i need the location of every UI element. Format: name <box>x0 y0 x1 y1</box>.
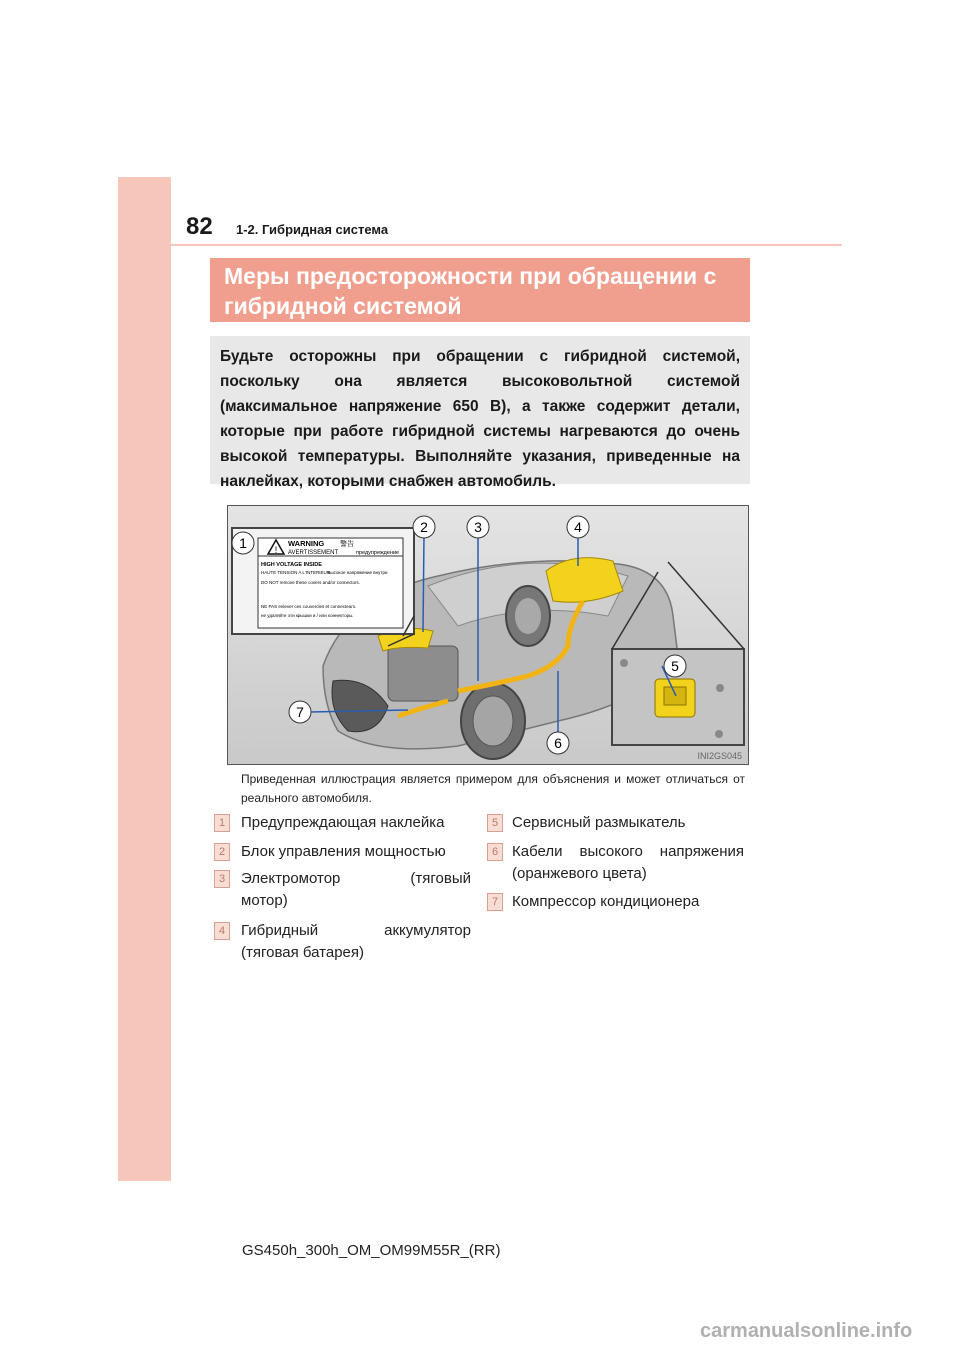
watermark: carmanualsonline.info <box>700 1320 913 1342</box>
page-title-line1: Меры предосторожности при обращении с <box>224 263 717 289</box>
hybrid-battery <box>546 558 623 603</box>
legend-item-3 <box>241 868 471 912</box>
label-do-not: DO NOT remove these covers and/or connectors. <box>261 580 360 585</box>
page-title <box>210 258 750 322</box>
legend-item-7 <box>512 891 744 913</box>
legend-item-4-line1: Гибридный аккумулятор <box>241 922 471 939</box>
svg-text:3: 3 <box>474 519 482 535</box>
page-number: 82 <box>186 213 213 240</box>
svg-text:6: 6 <box>554 735 562 751</box>
label-warning-jp: 警告 <box>340 540 354 548</box>
legend-num-1: 1 <box>214 814 230 832</box>
callout-7 <box>289 701 311 723</box>
label-ne-pas: NE PAS enlever ces couvercles et connecteurs. <box>261 604 357 609</box>
svg-text:7: 7 <box>296 704 304 720</box>
svg-text:1: 1 <box>239 535 247 551</box>
intro-text: Будьте осторожны при обращении с гибридной системой, поскольку она является высоковольтной системой (максимальное напряжение 650 В), а также содержит детали, которые при работе гибридной системы нагреваются до очень высокой температуры. Выполняйте указания, приведенные на наклейках, которыми снабжен автомобиль. <box>220 348 740 490</box>
legend-item-6-line2: (оранжевого цвета) <box>512 865 647 882</box>
engine-block <box>388 646 458 701</box>
legend-item-2 <box>241 841 471 863</box>
figure-code: INI2GS045 <box>697 751 742 761</box>
page-title-line2: гибридной системой <box>224 293 462 319</box>
legend-item-4-line2: (тяговая батарея) <box>241 944 365 961</box>
legend-item-1 <box>241 812 471 834</box>
figure-caption: Приведенная иллюстрация является примером для объяснения и может отличаться от реального автомобиля. <box>241 772 745 805</box>
callout-4 <box>567 516 589 538</box>
legend-item-3-line2: мотор) <box>241 892 288 909</box>
label-warning: WARNING <box>288 539 325 548</box>
callout-5 <box>664 655 686 677</box>
legend-item-5-line1: Сервисный размыкатель <box>512 814 686 831</box>
svg-text:!: ! <box>274 545 278 555</box>
legend-item-7-line1: Компрессор кондиционера <box>512 893 700 910</box>
legend-item-4 <box>241 920 471 964</box>
legend-num-6: 6 <box>487 843 503 861</box>
svg-text:5: 5 <box>671 658 679 674</box>
intro-box <box>210 336 750 490</box>
legend-num-3: 3 <box>214 870 230 888</box>
legend-item-3-line1: Электромотор (тяговый <box>241 870 471 887</box>
legend-item-2-line1: Блок управления мощностью <box>241 843 446 860</box>
header-rule <box>171 244 842 246</box>
car-illustration-svg <box>228 506 748 764</box>
legend-num-5: 5 <box>487 814 503 832</box>
legend-item-5 <box>512 812 744 834</box>
svg-text:2: 2 <box>420 519 428 535</box>
side-band <box>118 177 171 1181</box>
legend-num-4: 4 <box>214 922 230 940</box>
callout-1 <box>232 532 254 554</box>
label-ne-snimat: не удаляйте эти крышки и / или коннекторы. <box>261 613 354 618</box>
label-haute-tension: HAUTE TENSION A L'INTERIEUR <box>261 570 331 575</box>
svg-text:4: 4 <box>574 519 582 535</box>
label-avertissement: AVERTISSEMENT <box>288 550 339 556</box>
section-title: 1-2. Гибридная система <box>236 222 389 237</box>
hybrid-system-illustration <box>227 505 749 765</box>
label-vnutri: высокое напряжение внутри <box>328 570 388 575</box>
legend-item-6-line1: Кабели высокого напряжения <box>512 843 744 860</box>
label-predup: предупреждение <box>356 550 400 556</box>
legend-item-6 <box>512 841 744 885</box>
page-footer: GS450h_300h_OM_OM99M55R_(RR) <box>242 1242 501 1259</box>
label-hv-inside: HIGH VOLTAGE INSIDE <box>261 562 322 568</box>
callout-6 <box>547 732 569 754</box>
legend-num-7: 7 <box>487 893 503 911</box>
legend-num-2: 2 <box>214 843 230 861</box>
legend-item-1-line1: Предупреждающая наклейка <box>241 814 445 831</box>
callout-2 <box>413 516 435 538</box>
callout-3 <box>467 516 489 538</box>
